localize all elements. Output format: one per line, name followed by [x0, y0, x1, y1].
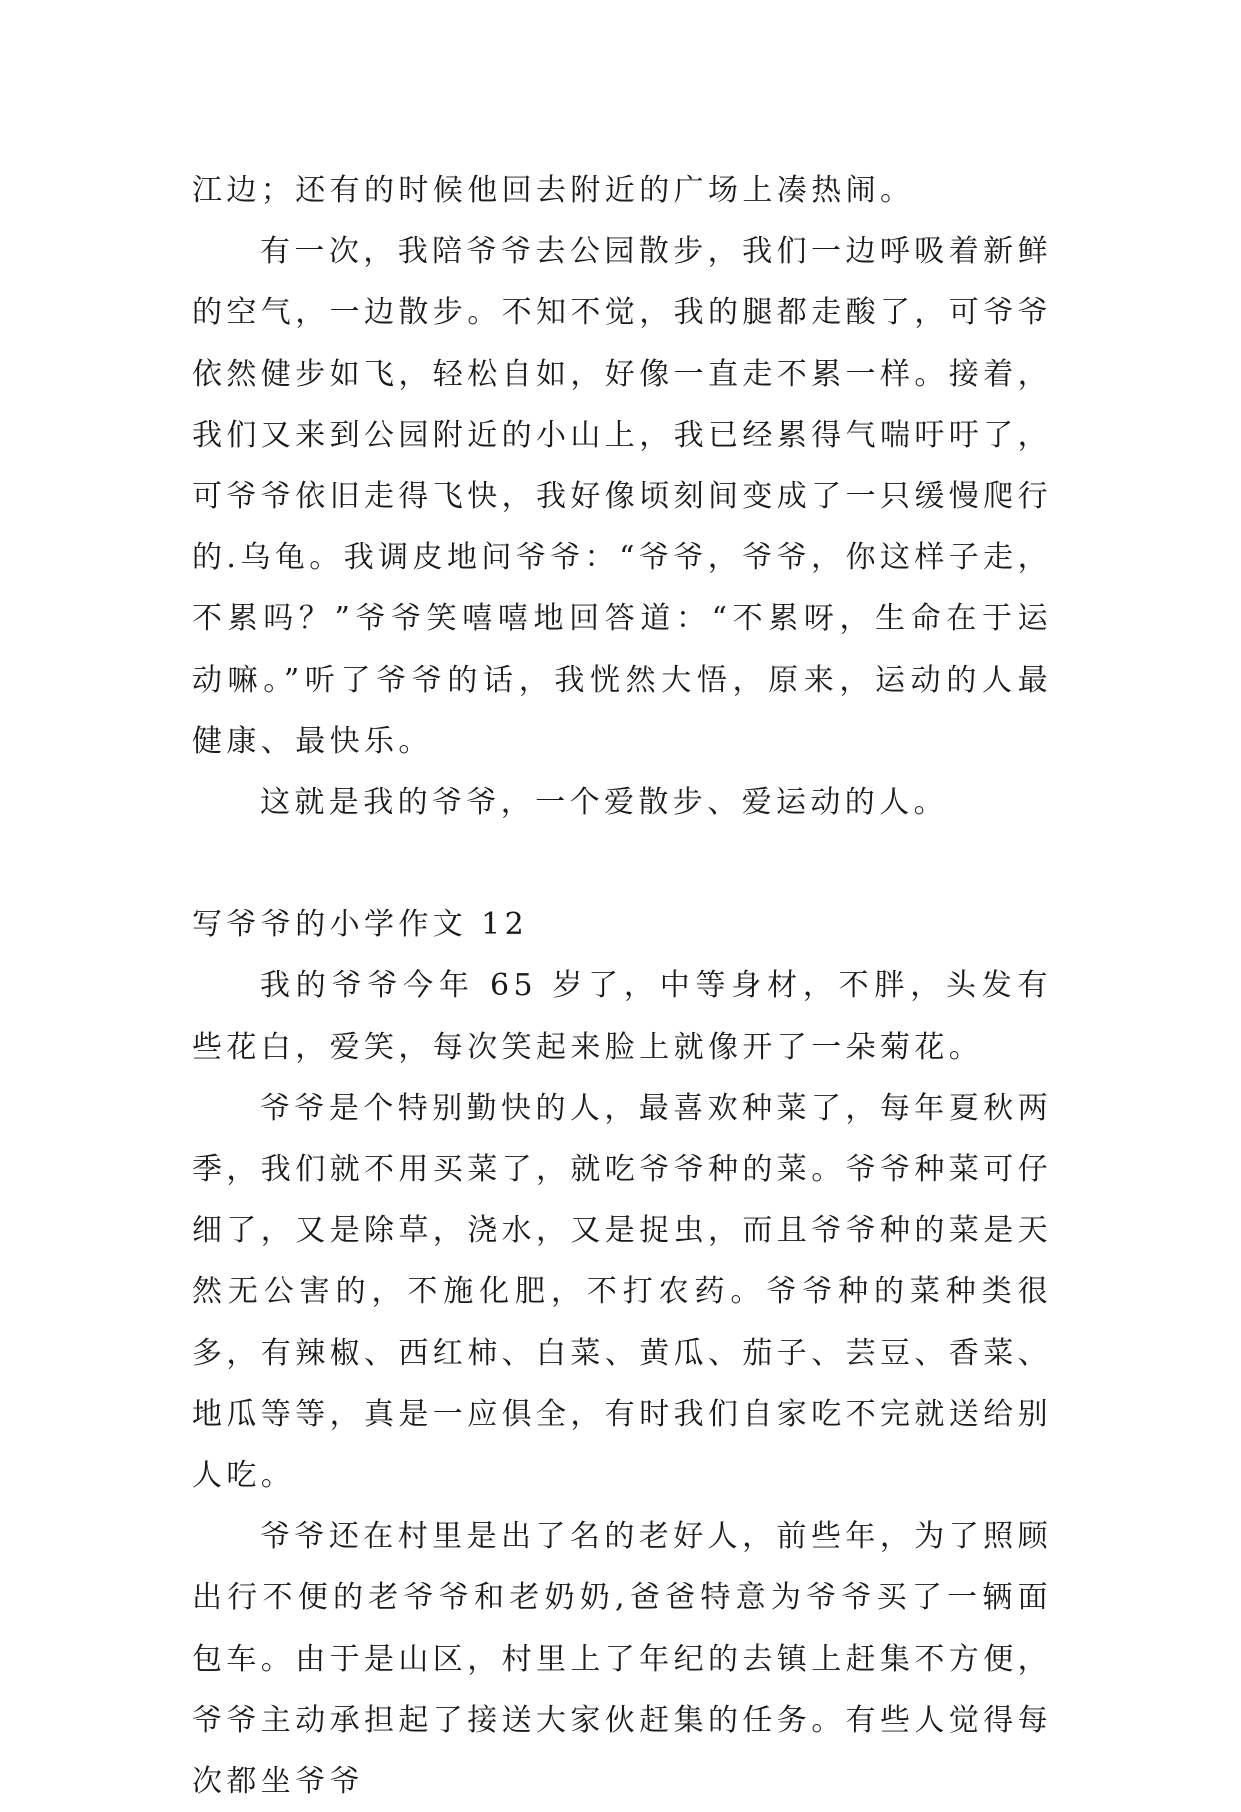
- paragraph-conclusion: 这就是我的爷爷，一个爱散步、爱运动的人。: [260, 785, 948, 821]
- essay-title: 写爷爷的小学作文 12: [192, 907, 529, 943]
- paragraph-continuation: 江边；还有的时候他回去附近的广场上凑热闹。: [192, 173, 915, 208]
- paragraph-gardening: 爷爷是个特别勤快的人，最喜欢种菜了，每年夏秋两季，我们就不用买菜了，就吃爷爷种的菜。爷爷种菜可仔细了，又是除草，浇水，又是捉虫，而且爷爷种的菜是天然无公害的，不施化肥，不打农药。爷爷种的菜种类很多，有辣椒、西红柿、白菜、黄瓜、茄子、芸豆、香菜、地瓜等等，真是一应俱全，有时我们自家吃不完就送给别人吃。: [192, 1090, 1052, 1494]
- paragraph-good-person: 爷爷还在村里是出了名的老好人，前些年，为了照顾出行不便的老爷爷和老奶奶,爸爸特意为爷爷买了一辆面包车。由于是山区，村里上了年纪的去镇上赶集不方便，爷爷主动承担起了接送大家伙赶集的任务。有些人觉得每次都坐爷爷: [192, 1519, 1052, 1800]
- paragraph-intro: 我的爷爷今年 65 岁了，中等身材，不胖，头发有些花白，爱笑，每次笑起来脸上就像开了一朵菊花。: [192, 968, 1052, 1065]
- document-page: [192, 160, 1052, 1812]
- paragraph-park-walk: 有一次，我陪爷爷去公园散步，我们一边呼吸着新鲜的空气，一边散步。不知不觉，我的腿都走酸了，可爷爷依然健步如飞，轻松自如，好像一直走不累一样。接着，我们又来到公园附近的小山上，我已经累得气喘吁吁了，可爷爷依旧走得飞快，我好像顷刻间变成了一只缓慢爬行的.乌龟。我调皮地问爷爷：“爷爷，爷爷，你这样子走，不累吗？”爷爷笑嘻嘻地回答道：“不累呀，生命在于运动嘛。”听了爷爷的话，我恍然大悟，原来，运动的人最健康、最快乐。: [192, 234, 1052, 759]
